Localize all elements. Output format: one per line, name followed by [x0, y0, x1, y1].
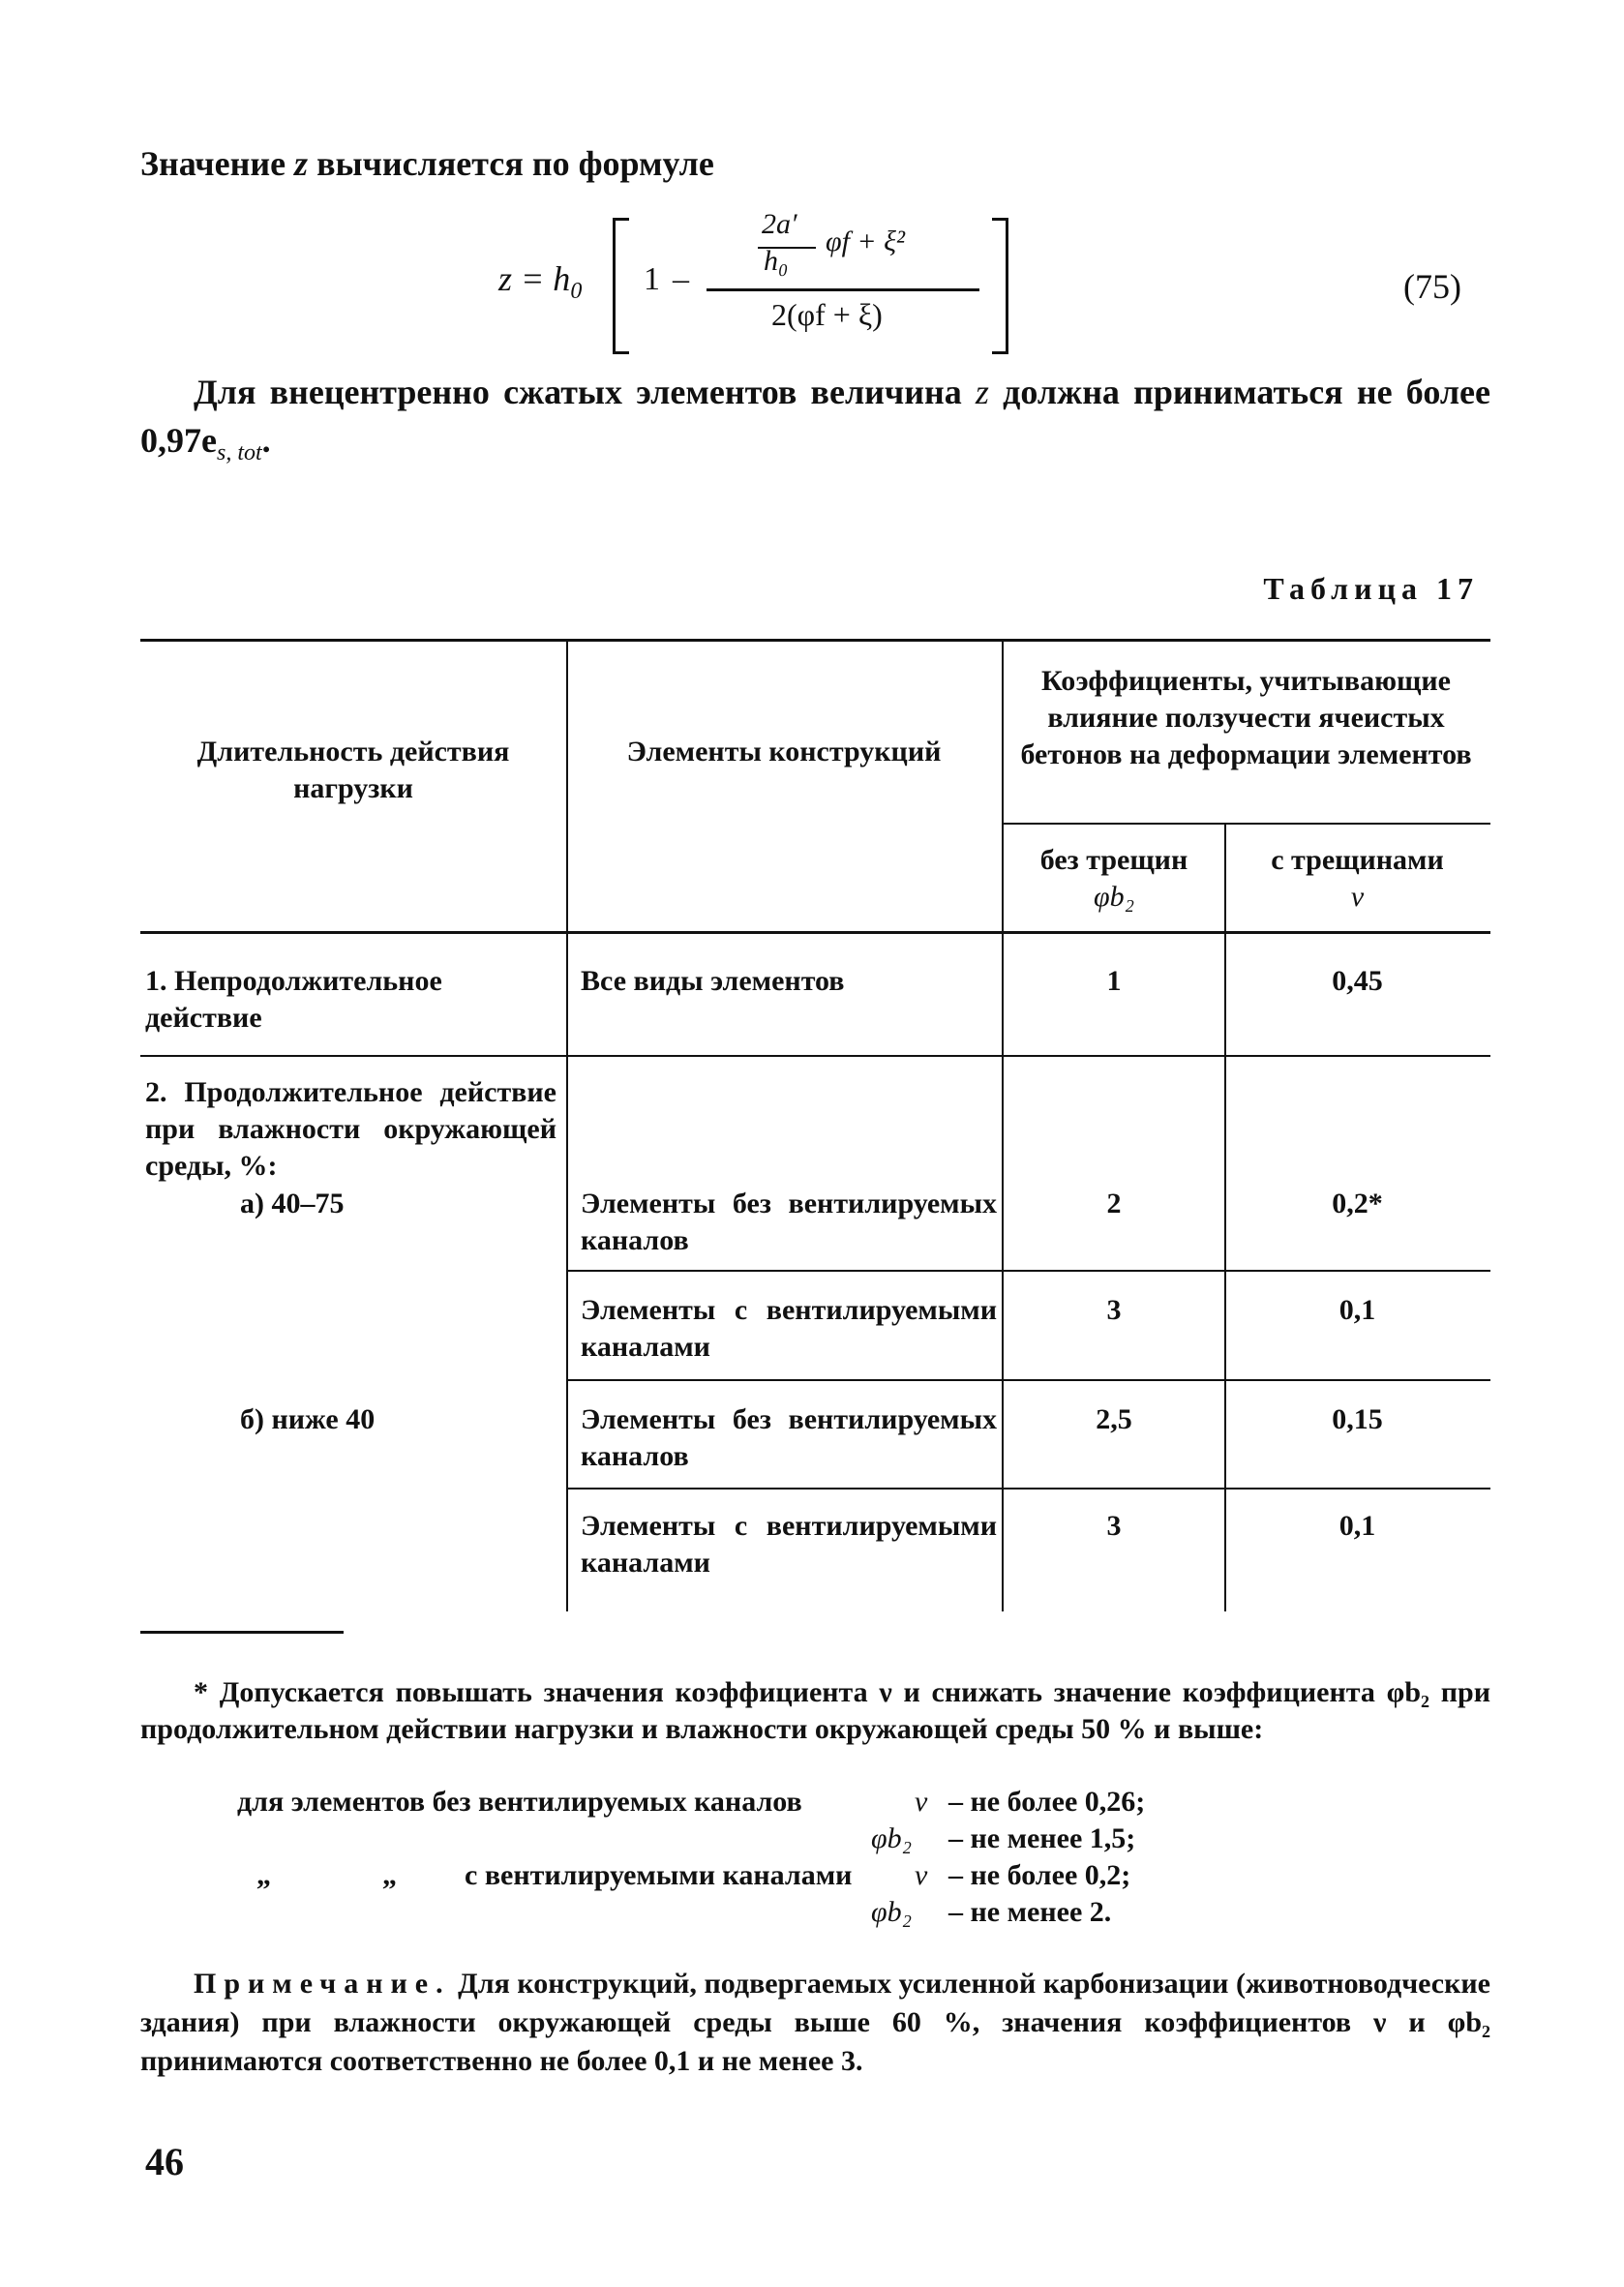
header-duration: Длительность действия нагрузки — [196, 736, 510, 804]
row1-duration: 1. Непродолжительное действие — [145, 965, 442, 1034]
row-b2-phi: 3 — [1106, 1510, 1122, 1542]
formula-numerator-rest: φf + ξ² — [826, 226, 906, 257]
formula-number: (75) — [1403, 267, 1461, 306]
footnote-rule — [140, 1631, 344, 1634]
footnote-text: * Допускается повышать значения коэффициента ν и снижать значение коэффициента φb₂ при продолжительном действии нагрузки и влажности окружающей среды 50 % и выше: — [140, 1676, 1490, 1745]
row2-duration: 2. Продолжительное действие при влажности окружающей среды, %: — [145, 1076, 556, 1182]
footnote-line-3-symbol: ν — [915, 1859, 928, 1891]
footnote-line-3-value: – не более 0,2; — [948, 1859, 1131, 1891]
table-title: Таблица 17 — [1263, 571, 1479, 606]
intro-text-after: вычисляется по формуле — [316, 144, 714, 183]
table-vline-3 — [1224, 823, 1226, 1611]
footnote-line-1-value: – не более 0,26; — [948, 1786, 1146, 1818]
footnote-line-4-value: – не менее 2. — [948, 1896, 1112, 1928]
row-a1-nu: 0,2* — [1332, 1188, 1383, 1219]
row1-phi: 1 — [1106, 965, 1122, 997]
note-text: Для конструкций, подвергаемых усиленной карбонизации (животноводческие здания) при влажности окружающей среды выше 60 %, значения коэффициентов ν и φb₂ принимаются соответственно не более 0,1 и не менее 3. — [140, 1968, 1490, 2077]
note — [140, 1965, 1490, 2081]
formula-one: 1 — [644, 261, 660, 297]
formula-minus: – — [673, 261, 689, 297]
footnote-line-2-value: – не менее 1,5; — [948, 1822, 1136, 1854]
formula-left-bracket — [613, 218, 629, 354]
row-b1-nu: 0,15 — [1332, 1403, 1383, 1435]
paragraph: Для внецентренно сжатых элементов величина z должна приниматься не более $0,97e_{s, tot}$. — [140, 373, 1491, 466]
header-with-cracks-label: с трещинами — [1271, 844, 1444, 876]
header-coefficients: Коэффициенты, учитывающие влияние ползучести ячеистых бетонов на деформации элементов — [1020, 665, 1472, 770]
footnote-line-1: для элементов без вентилируемых каналов — [237, 1786, 802, 1818]
header-phi-symbol: φb₂ — [1093, 881, 1135, 913]
table-vline-2 — [1002, 639, 1004, 1611]
table-vline-1 — [566, 639, 568, 1611]
row-a1-element: Элементы без вентилируемых каналов — [581, 1188, 997, 1256]
row-b2-element: Элементы с вентилируемыми каналами — [581, 1510, 997, 1579]
header-no-cracks-label: без трещин — [1039, 844, 1188, 876]
formula-75 — [498, 208, 1021, 353]
table-subheader-rule — [1002, 823, 1490, 825]
row-a2-phi: 3 — [1106, 1294, 1122, 1326]
intro-variable: z — [294, 144, 309, 183]
row-b1-phi: 2,5 — [1096, 1403, 1132, 1435]
formula-small-top: 2a′ — [762, 208, 797, 240]
page-number: 46 — [145, 2140, 184, 2183]
formula-lhs: $z = h_0$ — [498, 259, 583, 305]
intro-text-before: Значение — [140, 144, 286, 183]
formula-right-bracket — [992, 218, 1008, 354]
footnote-ditto-1: „ — [256, 1859, 271, 1891]
row-b1-element: Элементы без вентилируемых каналов — [581, 1403, 997, 1472]
header-no-cracks — [1007, 842, 1221, 916]
table-row-b1-rule — [566, 1488, 1490, 1490]
footnote-ditto-2: „ — [382, 1859, 397, 1891]
row-a2-element: Элементы с вентилируемыми каналами — [581, 1294, 997, 1363]
formula-denominator: 2(φf + ξ) — [771, 297, 883, 332]
header-with-cracks — [1229, 842, 1486, 916]
table-row-a2-rule — [566, 1379, 1490, 1381]
formula-small-bottom: h₀ — [764, 245, 789, 277]
footnote-line-4-symbol: φb₂ — [871, 1896, 913, 1928]
row-b2-nu: 0,1 — [1338, 1510, 1376, 1542]
header-nu-symbol: ν — [1350, 881, 1365, 913]
row2-sub-b: б) ниже 40 — [240, 1403, 376, 1435]
footnote-line-1-symbol: ν — [915, 1786, 928, 1818]
row1-element: Все виды элементов — [581, 965, 845, 997]
row2-sub-a: а) 40–75 — [240, 1188, 345, 1219]
table-row1-rule — [140, 1055, 1490, 1057]
table-header-bottom-rule — [140, 931, 1490, 934]
intro-line — [140, 143, 714, 184]
table-row-a1-rule — [566, 1270, 1490, 1272]
row-a1-phi: 2 — [1106, 1188, 1122, 1219]
row1-nu: 0,45 — [1332, 965, 1383, 997]
footnote-line-2-symbol: φb₂ — [871, 1822, 913, 1854]
note-label: Примечание. — [194, 1968, 451, 2000]
row-a2-nu: 0,1 — [1338, 1294, 1376, 1326]
footnote-line-3-label: с вентилируемыми каналами — [465, 1859, 853, 1891]
header-elements: Элементы конструкций — [626, 736, 942, 767]
formula-fraction-bar — [707, 288, 979, 291]
table-top-rule — [140, 639, 1490, 642]
